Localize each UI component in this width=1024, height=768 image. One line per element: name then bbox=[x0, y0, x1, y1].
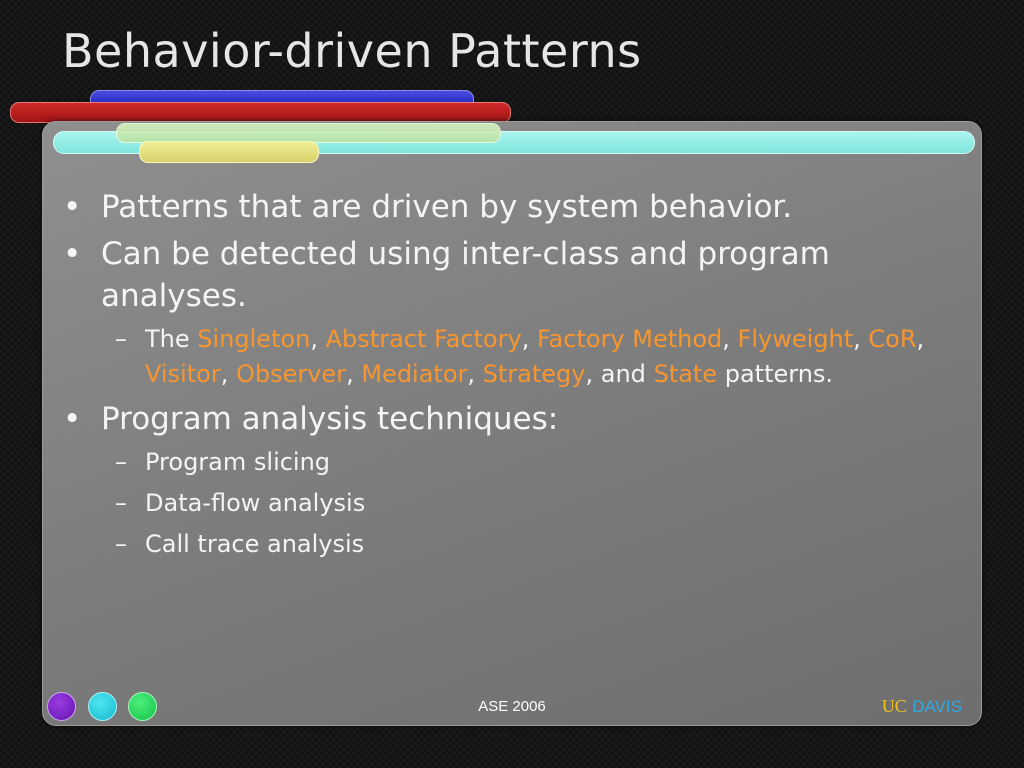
decor-bar-red bbox=[10, 102, 511, 123]
decor-bar-lightgreen bbox=[116, 123, 501, 143]
bullet-item bbox=[58, 186, 968, 228]
slide-title: Behavior-driven Patterns bbox=[62, 24, 642, 78]
bullet-text: Program analysis techniques: bbox=[101, 401, 559, 437]
dash-marker: – bbox=[115, 448, 127, 476]
sub-bullet-item bbox=[58, 486, 968, 521]
bullet-marker: • bbox=[63, 401, 82, 437]
bullet-item bbox=[58, 233, 968, 317]
bullet-list bbox=[58, 186, 968, 568]
patterns-conjunction: and bbox=[600, 360, 646, 388]
sub-bullet-item bbox=[58, 445, 968, 480]
patterns-suffix: patterns. bbox=[724, 360, 834, 388]
sub-bullet-text: Call trace analysis bbox=[145, 530, 365, 558]
bullet-marker: • bbox=[63, 236, 82, 272]
pattern-name: Factory Method bbox=[536, 325, 723, 353]
patterns-prefix: The bbox=[145, 325, 190, 353]
purple-circle-icon bbox=[47, 692, 76, 721]
green-circle-icon bbox=[128, 692, 157, 721]
cyan-circle-icon bbox=[88, 692, 117, 721]
dash-marker: – bbox=[115, 325, 127, 353]
pattern-name: State bbox=[653, 360, 718, 388]
sub-bullet-item bbox=[58, 322, 968, 392]
sub-bullet-text: The Singleton, Abstract Factory, Factory Method, Flyweight, CoR, Visitor, Observer, Mediator, Strategy, and State patterns. bbox=[145, 325, 925, 388]
sub-bullet-item bbox=[58, 527, 968, 562]
uc-davis-logo bbox=[882, 696, 962, 717]
bullet-marker: • bbox=[63, 189, 82, 225]
sub-bullet-text: Program slicing bbox=[145, 448, 331, 476]
pattern-name: Mediator bbox=[361, 360, 468, 388]
pattern-name: Observer bbox=[235, 360, 347, 388]
logo-davis: DAVIS bbox=[912, 697, 962, 716]
decor-bar-yellow bbox=[139, 141, 319, 163]
bullet-item bbox=[58, 398, 968, 440]
footer-conference: ASE 2006 bbox=[478, 698, 546, 715]
dash-marker: – bbox=[115, 489, 127, 517]
pattern-name: Strategy bbox=[482, 360, 586, 388]
sub-bullet-text: Data-flow analysis bbox=[145, 489, 366, 517]
bullet-text: Can be detected using inter-class and program analyses. bbox=[101, 236, 830, 314]
pattern-name: Abstract Factory bbox=[325, 325, 522, 353]
bullet-text: Patterns that are driven by system behavior. bbox=[101, 189, 793, 225]
pattern-name: Visitor bbox=[145, 360, 221, 388]
pattern-name: Flyweight bbox=[737, 325, 854, 353]
logo-uc: UC bbox=[881, 696, 907, 716]
pattern-name: CoR bbox=[868, 325, 917, 353]
dash-marker: – bbox=[115, 530, 127, 558]
pattern-name: Singleton bbox=[197, 325, 311, 353]
